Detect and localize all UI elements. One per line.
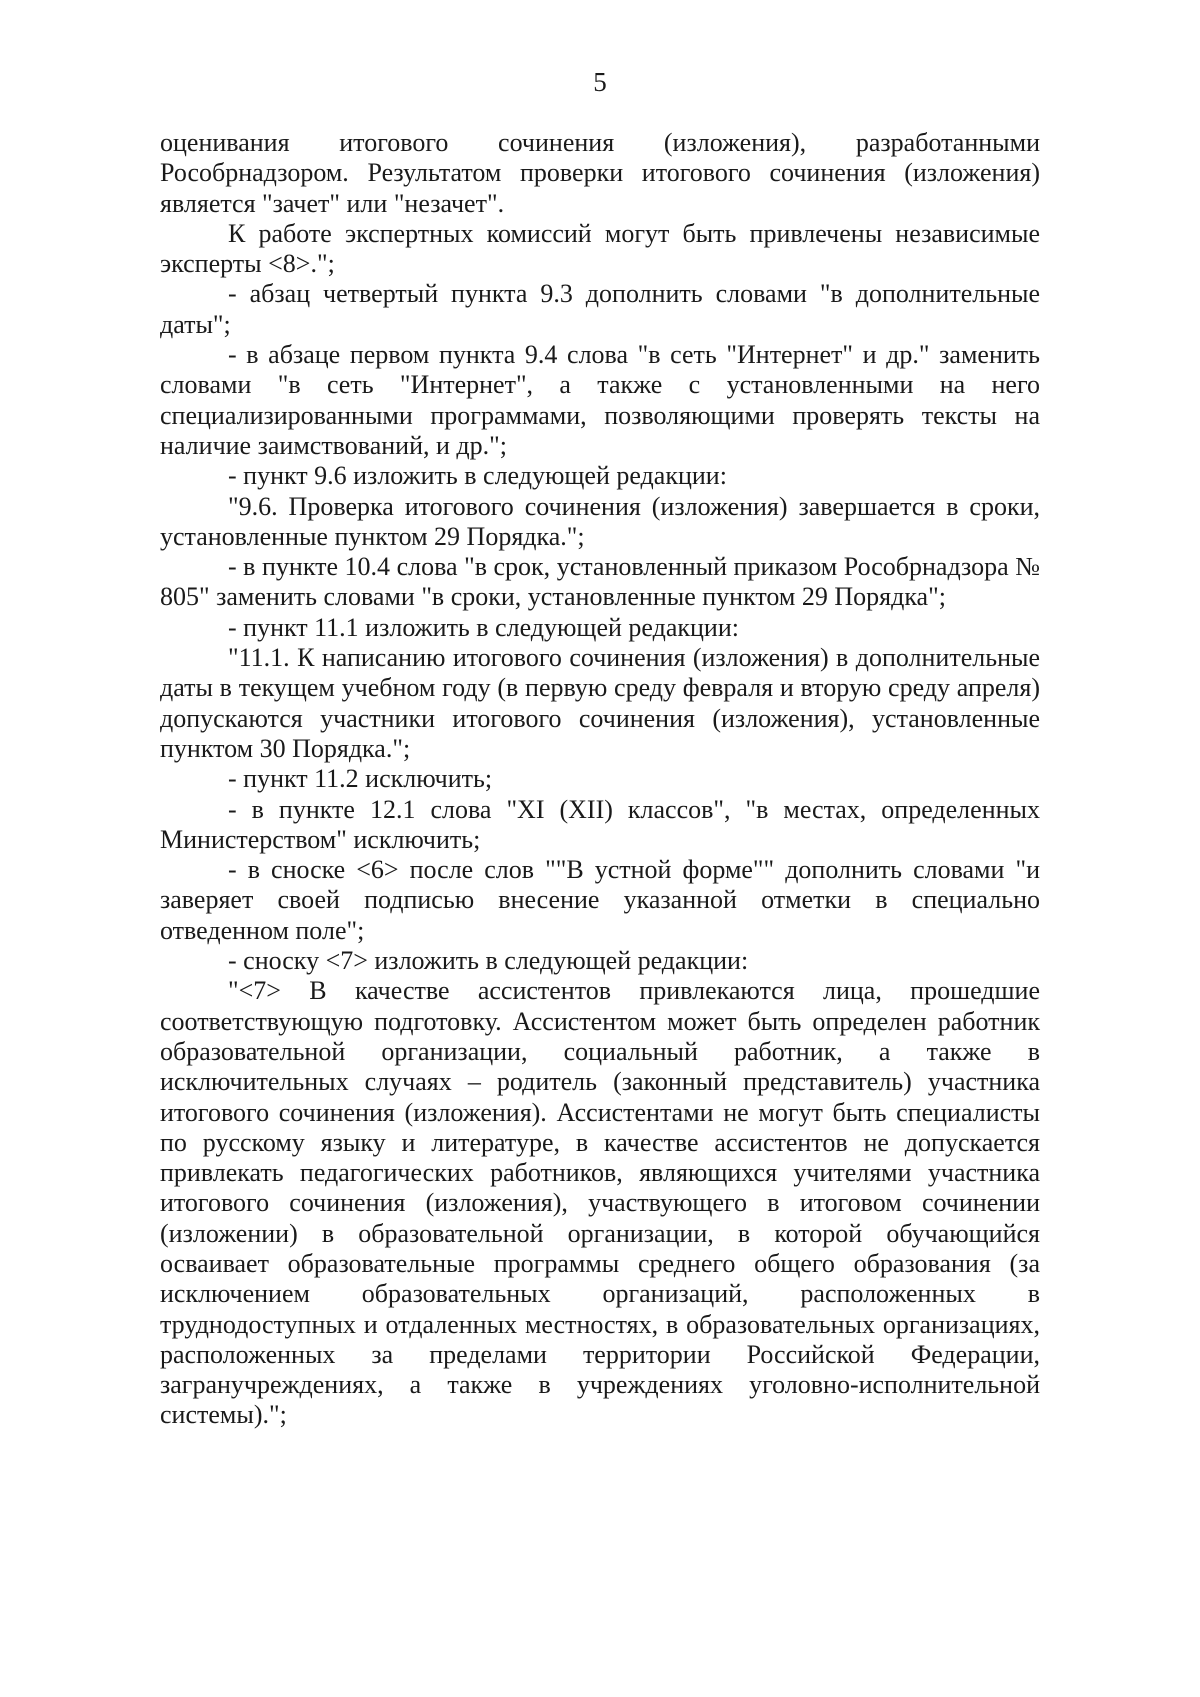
paragraph: - абзац четвертый пункта 9.3 дополнить словами "в дополнительные даты";	[160, 279, 1040, 339]
document-body	[160, 128, 1040, 1431]
paragraph: оценивания итогового сочинения (изложения), разработанными Рособрнадзором. Результатом проверки итогового сочинения (изложения) является "зачет" или "незачет".	[160, 128, 1040, 218]
paragraph: - в пункте 12.1 слова "XI (XII) классов", "в местах, определенных Министерством" исключить;	[160, 794, 1040, 854]
paragraph: "11.1. К написанию итогового сочинения (изложения) в дополнительные даты в текущем учебном году (в первую среду февраля и вторую среду апреля) допускаются участники итогового сочинения (изложения), установленные пунктом 30 Порядка.";	[160, 643, 1040, 763]
paragraph: - в сноске <6> после слов ""В устной форме"" дополнить словами "и заверяет своей подписью внесение указанной отметки в специально отведенном поле";	[160, 855, 1040, 945]
paragraph: "9.6. Проверка итогового сочинения (изложения) завершается в сроки, установленные пунктом 29 Порядка.";	[160, 491, 1040, 551]
paragraph: - сноску <7> изложить в следующей редакции:	[228, 946, 749, 976]
paragraph: - пункт 9.6 изложить в следующей редакции:	[228, 461, 727, 491]
page-number: 5	[593, 67, 607, 97]
paragraph: - в пункте 10.4 слова "в срок, установленный приказом Рособрнадзора № 805" заменить словами "в сроки, установленные пунктом 29 Порядка";	[160, 552, 1040, 612]
paragraph: "<7> В качестве ассистентов привлекаются лица, прошедшие соответствующую подготовку. Ассистентом может быть определен работник образовательной организации, социальный работник, а также в исключительных случаях – родитель (законный представитель) участника итогового сочинения (изложения). Ассистентами не могут быть специалисты по русскому языку и литературе, в качестве ассистентов не допускается привлекать педагогических работников, являющихся учителями участника итогового сочинения (изложения), участвующего в итоговом сочинении (изложении) в образовательной организации, в которой обучающийся осваивает образовательные программы среднего общего образования (за исключением образовательных организаций, расположенных в труднодоступных и отдаленных местностях, в образовательных организациях, расположенных за пределами территории Российской Федерации, загранучреждениях, а также в учреждениях уголовно-исполнительной системы).";	[160, 976, 1040, 1430]
paragraph: - в абзаце первом пункта 9.4 слова "в сеть "Интернет" и др." заменить словами "в сеть "Интернет", а также с установленными на него специализированными программами, позволяющими проверять тексты на наличие заимствований, и др.";	[160, 340, 1040, 460]
paragraph: К работе экспертных комиссий могут быть привлечены независимые эксперты <8>.";	[160, 218, 1040, 279]
paragraph: - пункт 11.2 исключить;	[228, 764, 493, 794]
paragraph: - пункт 11.1 изложить в следующей редакции:	[228, 612, 739, 642]
